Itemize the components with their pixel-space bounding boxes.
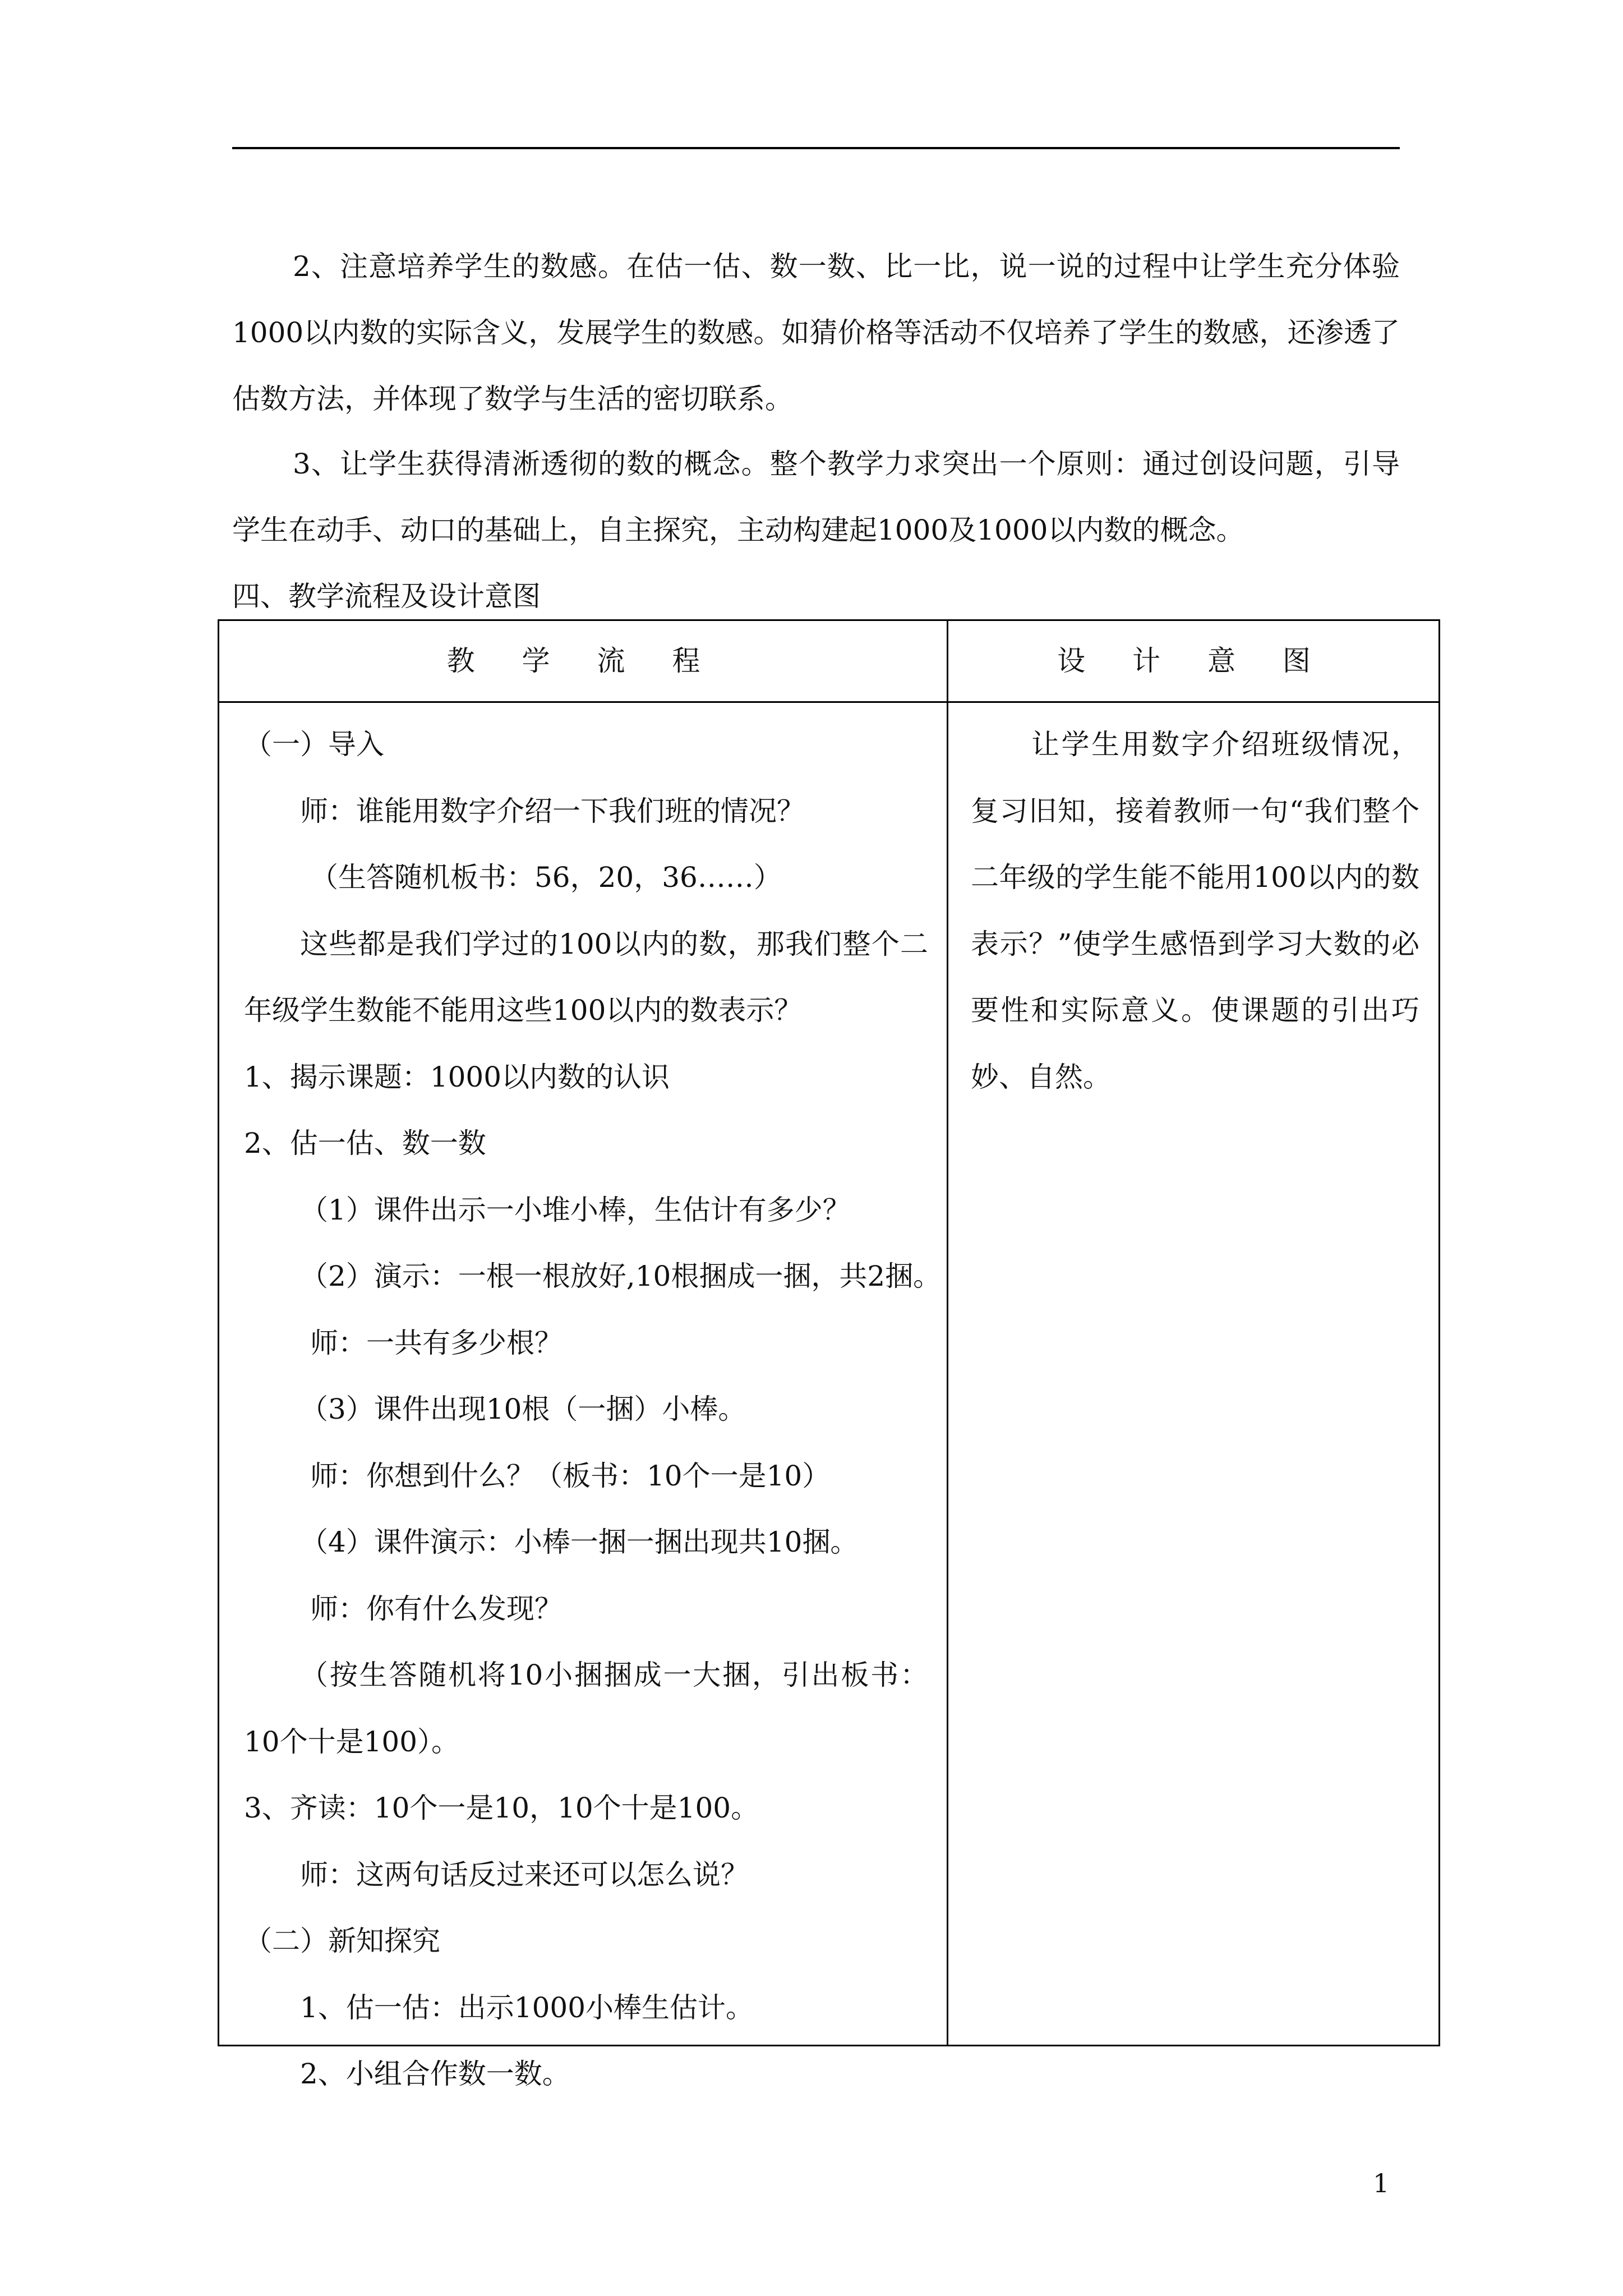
flow-line: （二）新知探究 [244,1925,440,1957]
flow-line: （2）演示：一根一根放好,10根捆成一捆，共2捆。 [300,1260,942,1292]
header-rule [232,147,1400,149]
header-design-intent: 设 计 意 图 [1057,645,1330,677]
flow-line: 师：你有什么发现？ [310,1592,562,1625]
flow-line: 师：这两句话反过来还可以怎么说？ [300,1858,749,1891]
flow-line: 这些都是我们学过的100以内的数，那我们整个二年级学生数能不能用这些100以内的数表示？ [244,927,928,1027]
flow-line: 2、小组合作数一数。 [300,2058,570,2090]
flow-line: （3）课件出现10根（一捆）小棒。 [300,1393,746,1425]
flow-line: 师：你想到什么？（板书：10个一是10） [310,1459,831,1492]
page-number: 1 [1373,2168,1390,2198]
design-intent-cell: 让学生用数字介绍班级情况，复习旧知，接着教师一句“我们整个二年级的学生能不能用100以内的数表示？”使学生感悟到学习大数的必要性和实际意义。使课题的引出巧妙、自然。 [971,728,1419,1093]
flow-line: （一）导入 [244,728,384,761]
flow-line: （1）课件出示一小堆小棒，生估计有多少？ [300,1193,851,1226]
header-teaching-flow: 教 学 流 程 [446,645,720,677]
flow-line: （按生答随机将10小捆捆成一大捆，引出板书：10个十是100）。 [244,1659,928,1758]
teaching-flow-cell [244,711,942,2108]
section-heading: 四、教学流程及设计意图 [232,580,541,613]
flow-line: 2、估一估、数一数 [244,1127,486,1159]
intro-paragraph-2: 2、注意培养学生的数感。在估一估、数一数、比一比，说一说的过程中让学生充分体验1000以内数的实际含义，发展学生的数感。如猜价格等活动不仅培养了学生的数感，还渗透了估数方法，并体现了数学与生活的密切联系。 [232,250,1400,415]
teaching-flow-table [218,619,1440,2090]
column-divider [947,621,948,2045]
flow-line: （4）课件演示：小棒一捆一捆出现共10捆。 [300,1526,859,1558]
flow-line: 师：一共有多少根？ [310,1326,562,1359]
flow-line: 1、估一估：出示1000小棒生估计。 [300,1991,754,2024]
flow-line: 师：谁能用数字介绍一下我们班的情况？ [300,794,805,827]
flow-line: （生答随机板书：56，20，36……） [310,861,782,894]
flow-line: 1、揭示课题：1000以内数的认识 [244,1060,670,1093]
flow-line: 3、齐读：10个一是10，10个十是100。 [244,1792,759,1824]
table-header-row [219,621,1438,703]
intro-paragraph-3: 3、让学生获得清淅透彻的数的概念。整个教学力求突出一个原则：通过创设问题，引导学生在动手、动口的基础上，自主探究，主动构建起1000及1000以内数的概念。 [232,448,1400,546]
